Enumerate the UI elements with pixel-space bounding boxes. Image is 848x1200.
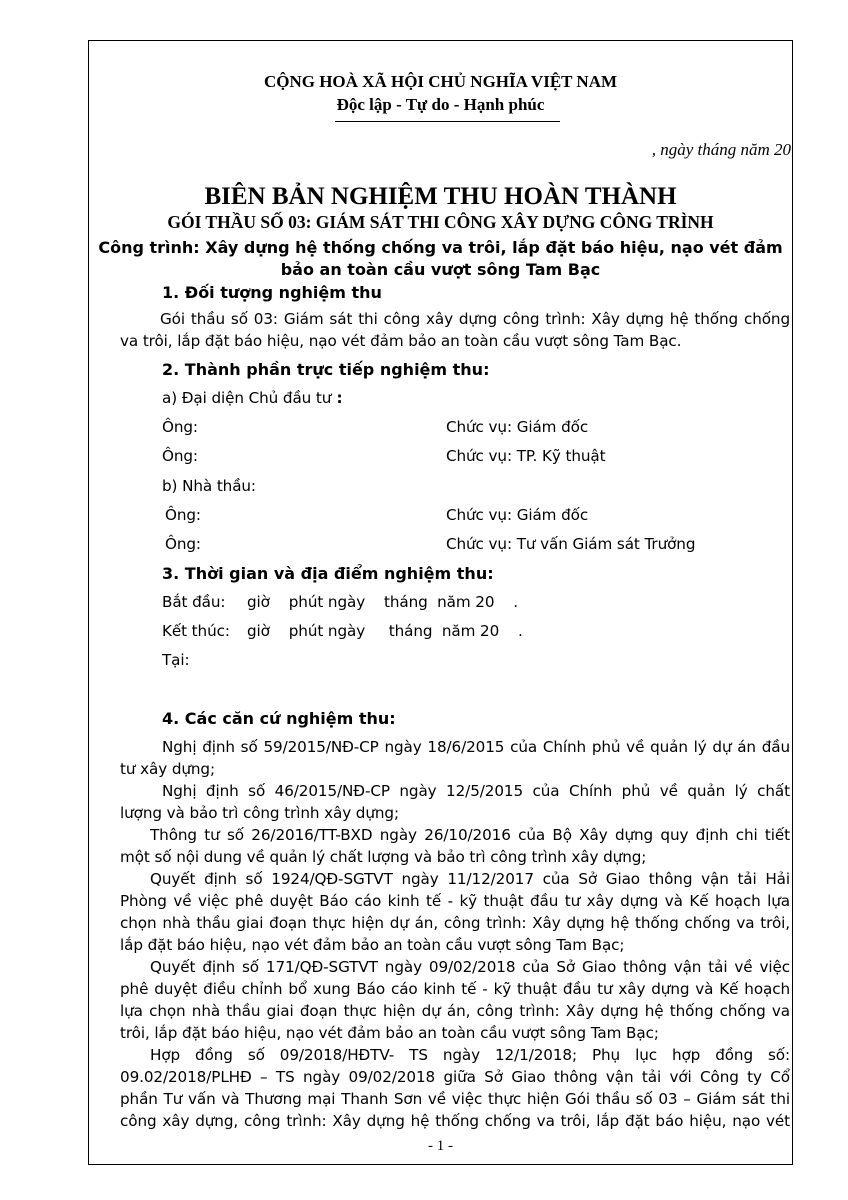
end-label: Kết thúc: — [162, 622, 230, 640]
owner-row-1-name: Ông: — [162, 418, 198, 436]
owner-row-2-position: Chức vụ: TP. Kỹ thuật — [446, 447, 606, 465]
owner-row-1-position: Chức vụ: Giám đốc — [446, 418, 589, 436]
section-3-heading: 3. Thời gian và địa điểm nghiệm thu: — [162, 564, 494, 583]
start-label: Bắt đầu: — [162, 593, 226, 611]
owner-row-2-name: Ông: — [162, 447, 198, 465]
end-value: giờ phút ngày tháng năm 20 . — [247, 622, 523, 640]
date-line: , ngày tháng năm 20 — [651, 140, 791, 159]
start-value: giờ phút ngày tháng năm 20 . — [247, 593, 519, 611]
basis-line: Nghị định số 46/2015/NĐ-CP ngày 12/5/2015 của Chính phủ về quản lý chất — [162, 782, 790, 800]
basis-line: Thông tư số 26/2016/TT-BXD ngày 26/10/2016 của Bộ Xây dựng quy định chi tiết — [150, 826, 790, 844]
project-title-line-2: bảo an toàn cầu vượt sông Tam Bạc — [280, 260, 601, 279]
basis-line: lượng và bảo trì công trình xây dựng; — [120, 804, 399, 822]
owner-colon: : — [331, 389, 343, 407]
document-title: BIÊN BẢN NGHIỆM THU HOÀN THÀNH — [204, 183, 677, 210]
section-1-heading: 1. Đối tượng nghiệm thu — [162, 283, 382, 302]
project-title-line-1: Công trình: Xây dựng hệ thống chống va trôi, lắp đặt báo hiệu, nạo vét đảm — [98, 238, 783, 257]
motto-heading: Độc lập - Tự do - Hạnh phúc — [336, 95, 545, 114]
section-1-line-1: Gói thầu số 03: Giám sát thi công xây dựng công trình: Xây dựng hệ thống chống — [160, 310, 790, 328]
section-4-heading: 4. Các căn cứ nghiệm thu: — [162, 709, 396, 728]
basis-line: Phòng về việc phê duyệt Báo cáo kinh tế - kỹ thuật đầu tư xây dựng và Kế hoạch lựa — [120, 892, 790, 910]
contractor-row-2-position: Chức vụ: Tư vấn Giám sát Trưởng — [446, 535, 696, 553]
basis-line: chọn nhà thầu giai đoạn thực hiện dự án, công trình: Xây dựng hệ thống chống va trôi, — [120, 914, 790, 932]
basis-line: Nghị định số 59/2015/NĐ-CP ngày 18/6/2015 của Chính phủ về quản lý dự án đầu — [162, 738, 790, 756]
basis-line: Hợp đồng số 09/2018/HĐTV- TS ngày 12/1/2018; Phụ lục hợp đồng số: — [150, 1046, 790, 1064]
motto-underline — [335, 121, 560, 122]
package-title: GÓI THẦU SỐ 03: GIÁM SÁT THI CÔNG XÂY DỰNG CÔNG TRÌNH — [167, 212, 714, 232]
place-label: Tại: — [162, 651, 190, 669]
basis-line: trôi, lắp đặt báo hiệu, nạo vét đảm bảo an toàn cầu vượt sông Tam Bạc; — [120, 1024, 659, 1042]
basis-line: 09.02/2018/PLHĐ – TS ngày 09/02/2018 giữa Sở Giao thông vận tải với Công ty Cổ — [120, 1068, 790, 1086]
basis-line: phê duyệt điều chỉnh bổ xung Báo cáo kinh tế - kỹ thuật đầu tư xây dựng và Kế hoạch — [120, 980, 790, 998]
section-1-line-2: va trôi, lắp đặt báo hiệu, nạo vét đảm bảo an toàn cầu vượt sông Tam Bạc. — [120, 332, 682, 350]
nation-heading: CỘNG HOÀ XÃ HỘI CHỦ NGHĨA VIỆT NAM — [263, 72, 618, 91]
basis-line: lắp đặt báo hiệu, nạo vét đảm bảo an toàn cầu vượt sông Tam Bạc; — [120, 936, 625, 954]
owner-label-row — [162, 389, 342, 407]
contractor-row-2-name: Ông: — [165, 535, 201, 553]
owner-label: a) Đại diện Chủ đầu tư — [162, 389, 332, 407]
page-number: - 1 - — [428, 1138, 453, 1154]
basis-line: phần Tư vấn và Thương mại Thanh Sơn về việc thực hiện Gói thầu số 03 – Giám sát thi — [120, 1090, 790, 1108]
contractor-row-1-name: Ông: — [165, 506, 201, 524]
basis-line: một số nội dung về quản lý chất lượng và bảo trì công trình xây dựng; — [120, 848, 647, 866]
basis-line: lựa chọn nhà thầu giai đoạn thực hiện dự án, công trình: Xây dựng hệ thống chống va — [120, 1002, 790, 1020]
basis-line: công xây dựng, công trình: Xây dựng hệ thống chống va trôi, lắp đặt báo hiệu, nạo vét — [120, 1112, 790, 1130]
section-2-heading: 2. Thành phần trực tiếp nghiệm thu: — [162, 360, 490, 379]
basis-line: Quyết định số 171/QĐ-SGTVT ngày 09/02/2018 của Sở Giao thông vận tải về việc — [150, 958, 790, 976]
contractor-label: b) Nhà thầu: — [162, 477, 256, 495]
basis-line: tư xây dựng; — [120, 760, 215, 778]
contractor-row-1-position: Chức vụ: Giám đốc — [446, 506, 589, 524]
basis-line: Quyết định số 1924/QĐ-SGTVT ngày 11/12/2017 của Sở Giao thông vận tải Hải — [150, 870, 790, 888]
